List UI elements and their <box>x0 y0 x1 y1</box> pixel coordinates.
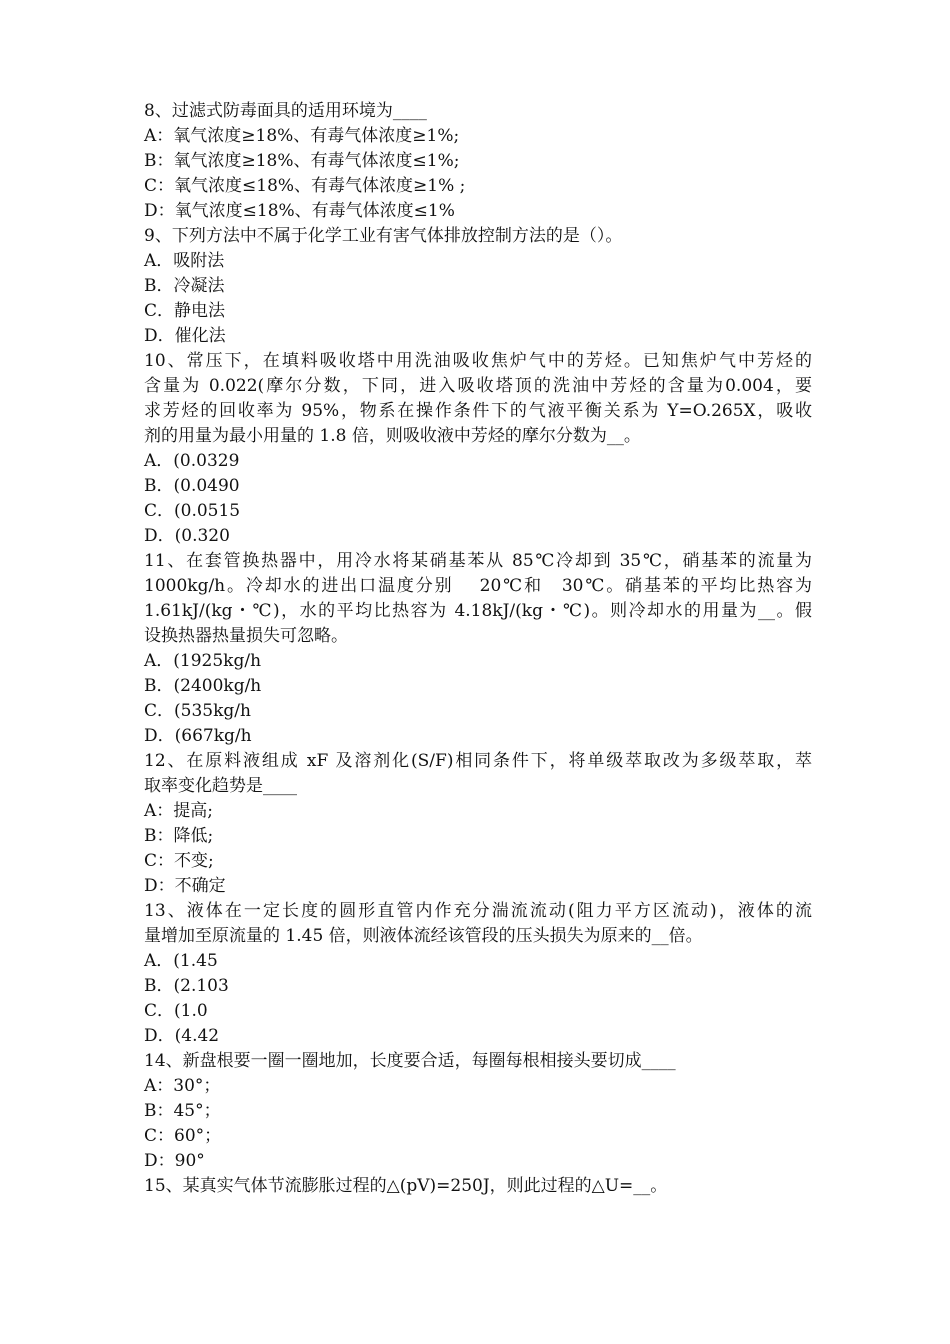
answer-option: C．(535kg/h <box>144 701 251 721</box>
answer-option: A：氧气浓度≥18%、有毒气体浓度≥1%; <box>144 126 460 146</box>
answer-option: D：氧气浓度≤18%、有毒气体浓度≤1% <box>144 201 455 221</box>
question-block <box>144 349 812 549</box>
question-stem-line: 设换热器热量损失可忽略。 <box>144 626 348 646</box>
answer-option: C．静电法 <box>144 301 226 321</box>
answer-option: D：90° <box>144 1151 205 1171</box>
answer-option: B．冷凝法 <box>144 276 225 296</box>
question-block <box>144 99 812 224</box>
answer-option: B：降低; <box>144 826 214 846</box>
question-stem-line: 10、常压下，在填料吸收塔中用洗油吸收焦炉气中的芳烃。已知焦炉气中芳烃的 <box>144 351 812 371</box>
question-stem-line: 量增加至原流量的 1.45 倍，则液体流经该管段的压头损失为原来的__倍。 <box>144 926 703 946</box>
question-block <box>144 749 812 899</box>
answer-option: D．(667kg/h <box>144 726 252 746</box>
answer-option: D．催化法 <box>144 326 226 346</box>
question-stem-line: 14、新盘根要一圈一圈地加，长度要合适，每圈每根相接头要切成____ <box>144 1051 676 1071</box>
question-list <box>144 99 812 1199</box>
question-stem-line: 15、某真实气体节流膨胀过程的△(pV)=250J，则此过程的△U=__。 <box>144 1176 668 1196</box>
answer-option: C．(0.0515 <box>144 501 241 521</box>
answer-option: C：60°； <box>144 1126 222 1146</box>
answer-option: B．(0.0490 <box>144 476 240 496</box>
question-stem-line: 求芳烃的回收率为 95%，物系在操作条件下的气液平衡关系为 Y=O.265X，吸收 <box>144 401 812 421</box>
answer-option: C：不变; <box>144 851 214 871</box>
question-block <box>144 1049 812 1174</box>
question-stem-line: 9、下列方法中不属于化学工业有害气体排放控制方法的是（）。 <box>144 226 623 246</box>
answer-option: A．(1.45 <box>144 951 218 971</box>
question-stem-line: 11、在套管换热器中，用冷水将某硝基苯从 85℃冷却到 35℃，硝基苯的流量为 <box>144 551 812 571</box>
question-stem-line: 1.61kJ/(kg・℃)，水的平均比热容为 4.18kJ/(kg・℃)。则冷却水的用量为__。假 <box>144 601 812 621</box>
answer-option: A．(0.0329 <box>144 451 240 471</box>
question-stem-line: 含量为 0.022(摩尔分数，下同，进入吸收塔顶的洗油中芳烃的含量为0.004，要 <box>144 376 812 396</box>
answer-option: B．(2400kg/h <box>144 676 262 696</box>
question-stem-line: 剂的用量为最小用量的 1.8 倍，则吸收液中芳烃的摩尔分数为__。 <box>144 426 641 446</box>
question-block <box>144 224 812 349</box>
question-block <box>144 1174 812 1199</box>
answer-option: A：提高; <box>144 801 214 821</box>
question-stem-line: 8、过滤式防毒面具的适用环境为____ <box>144 101 427 121</box>
answer-option: A．吸附法 <box>144 251 225 271</box>
answer-option: C．(1.0 <box>144 1001 208 1021</box>
answer-option: B．(2.103 <box>144 976 229 996</box>
answer-option: B：氧气浓度≥18%、有毒气体浓度≤1%; <box>144 151 460 171</box>
question-stem-line: 13、液体在一定长度的圆形直管内作充分湍流流动(阻力平方区流动)，液体的流 <box>144 901 812 921</box>
answer-option: D．(4.42 <box>144 1026 220 1046</box>
answer-option: A：30°； <box>144 1076 221 1096</box>
question-stem-line: 12、在原料液组成 xF 及溶剂化(S/F)相同条件下，将单级萃取改为多级萃取，萃 <box>144 751 812 771</box>
question-block <box>144 549 812 749</box>
answer-option: A．(1925kg/h <box>144 651 262 671</box>
answer-option: B：45°； <box>144 1101 221 1121</box>
question-block <box>144 899 812 1049</box>
answer-option: D：不确定 <box>144 876 226 896</box>
question-stem-line: 取率变化趋势是____ <box>144 776 297 796</box>
answer-option: D．(0.320 <box>144 526 230 546</box>
answer-option: C：氧气浓度≤18%、有毒气体浓度≥1% ; <box>144 176 466 196</box>
question-stem-line: 1000kg/h。冷却水的进出口温度分别 20℃和 30℃。硝基苯的平均比热容为 <box>144 576 812 596</box>
